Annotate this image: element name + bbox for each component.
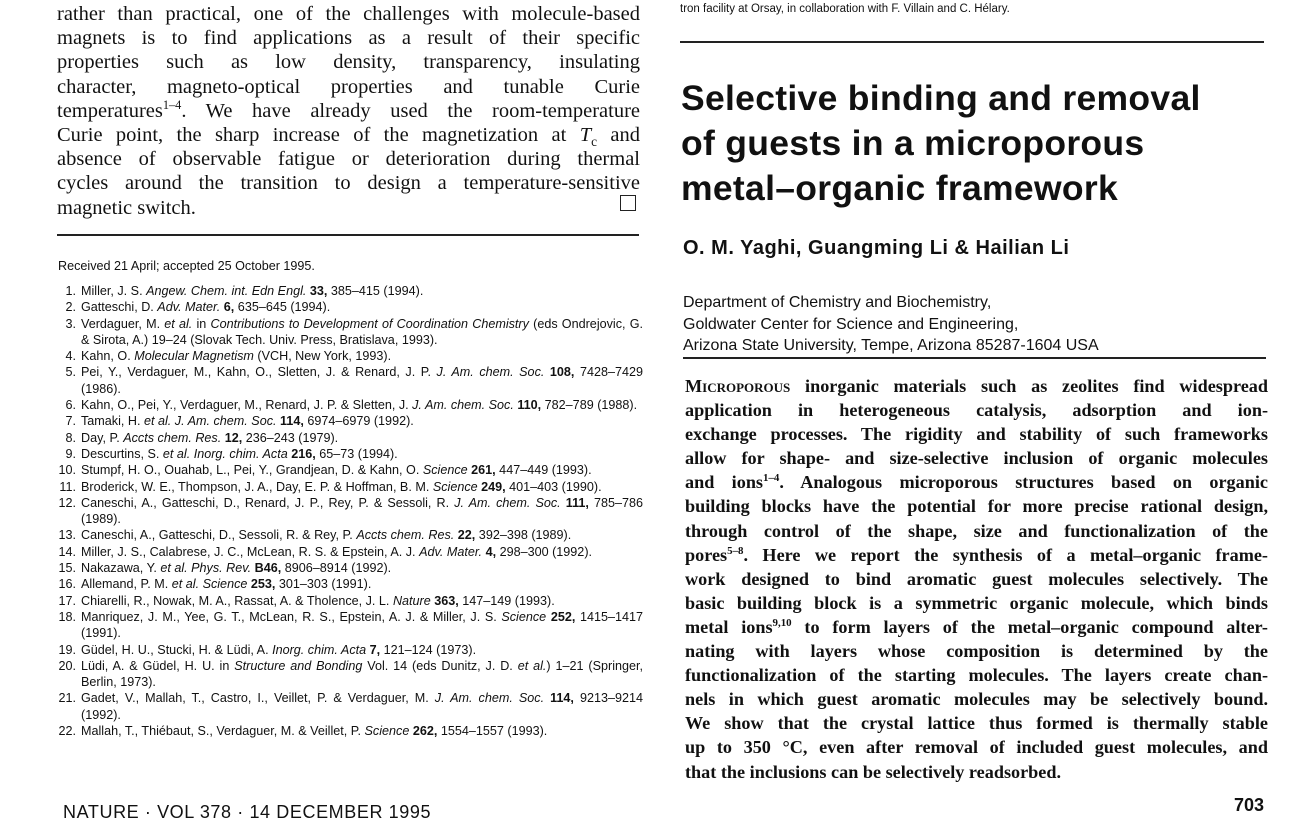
abstract-line: nels in which guest aromatic molecules may be selectively bound. [685,689,1268,710]
reference-item [58,479,643,495]
reference-item [58,690,643,723]
reference-text: Miller, J. S., Calabrese, J. C., McLean, R. S. & Epstein, A. J. Adv. Mater. 4, 298–300 (1992). [81,544,593,559]
reference-number: 14. [58,544,76,559]
abstract-line: through control of the shape, size and functionalization of the [685,520,1268,541]
reference-list [58,283,643,739]
paragraph-line: cycles around the transition to design a temperature-sensitive [57,172,640,195]
reference-text: Verdaguer, M. et al. in Contributions to Development of Coordination Chemistry (eds Ondrejovic, G. & Sirota, A.) 19–24 (Slovak Tech. Univ. Press, Bratislava, 1993). [81,316,643,347]
acknowledgement-fragment: tron facility at Orsay, in collaboration with F. Villain and C. Hélary. [680,3,1010,15]
reference-text: Kahn, O., Pei, Y., Verdaguer, M., Renard, J. P. & Sletten, J. J. Am. chem. Soc. 110, 782–789 (1988). [81,398,638,413]
reference-number: 16. [58,577,76,592]
reference-text: Gadet, V., Mallah, T., Castro, I., Veillet, P. & Verdaguer, M. J. Am. chem. Soc. 114, 9213–9214 (1992). [81,691,643,722]
reference-item [58,527,643,543]
reference-item [58,430,643,446]
reference-text: Day, P. Accts chem. Res. 12, 236–243 (1979). [81,430,339,445]
reference-item [58,348,643,364]
reference-text: Gatteschi, D. Adv. Mater. 6, 635–645 (1994). [81,300,331,315]
paragraph-line: absence of observable fatigue or deterioration during thermal [57,148,640,171]
reference-number: 22. [58,724,76,739]
end-of-article-box [620,195,636,211]
reference-item [58,364,643,397]
reference-number: 13. [58,528,76,543]
reference-text: Pei, Y., Verdaguer, M., Kahn, O., Sletten, J. & Renard, J. P. J. Am. chem. Soc. 108, 7428–7429 (1986). [81,365,644,396]
reference-text: Stumpf, H. O., Ouahab, L., Pei, Y., Grandjean, D. & Kahn, O. Science 261, 447–449 (1993). [81,463,592,478]
abstract-line: functionalization of the starting molecules. The layers create chan- [685,665,1268,686]
reference-item [58,397,643,413]
reference-number: 3. [65,316,76,331]
citation-superscript: 5–8 [727,544,744,557]
abstract-line: that the inclusions can be selectively readsorbed. [685,761,1062,782]
reference-text: Güdel, H. U., Stucki, H. & Lüdi, A. Inorg. chim. Acta 7, 121–124 (1973). [81,642,477,657]
abstract-line: and ions$^{1-4}$. Analogous microporous structures based on organic [685,472,1268,493]
abstract-line: metal ions$^{9,10}$ to form layers of the metal–organic compound alter- [685,616,1268,637]
reference-text: Manriquez, J. M., Yee, G. T., McLean, R. S., Epstein, A. J. & Miller, J. S. Science 252, 1415–1417 (1991). [81,609,643,641]
left-column-paragraph [57,2,640,220]
citation-superscript: 1–4 [162,98,182,112]
divider [680,41,1264,43]
abstract-line: up to 350 °C, even after removal of included guest molecules, and [685,737,1268,758]
reference-item [58,576,643,592]
abstract-line: building blocks have the potential for more precise rational design, [685,496,1268,517]
abstract-line: application in heterogeneous catalysis, adsorption and ion- [685,400,1268,421]
reference-number: 2. [65,300,76,315]
reference-number: 10. [58,463,76,478]
reference-number: 9. [65,446,76,461]
abstract [685,374,1268,784]
reference-item [58,593,643,609]
paragraph-line: temperatures$^{1-4}$. We have already used the room-temperature [57,98,640,122]
paragraph-line: magnetic switch. [57,196,196,219]
reference-item [58,723,643,739]
paragraph-line: character, magneto-optical properties and tunable Curie [57,75,640,98]
reference-text: Nakazawa, Y. et al. Phys. Rev. B46, 8906–8914 (1992). [81,561,392,576]
reference-number: 11. [59,479,76,494]
abstract-line: exchange processes. The rigidity and stability of such frameworks [685,424,1268,445]
reference-text: Mallah, T., Thiébaut, S., Verdaguer, M. & Veillet, P. Science 262, 1554–1557 (1993). [81,724,548,739]
title-line: metal–organic framework [681,168,1119,208]
reference-item [58,609,643,642]
paragraph-line: Curie point, the sharp increase of the magnetization at $T_c$ and [57,123,640,148]
title-line: Selective binding and removal [681,78,1201,118]
reference-text: Caneschi, A., Gatteschi, D., Renard, J. P., Rey, P. & Sessoli, R. J. Am. chem. Soc. 111, 785–786 (1989). [81,495,644,527]
reference-text: Miller, J. S. Angew. Chem. int. Edn Engl. 33, 385–415 (1994). [81,284,424,298]
affiliation-line: Goldwater Center for Science and Engineering, [683,315,1019,333]
reference-text: Allemand, P. M. et al. Science 253, 301–303 (1991). [81,577,372,592]
reference-text: Descurtins, S. et al. Inorg. chim. Acta 216, 65–73 (1994). [81,446,398,461]
reference-item [58,462,643,478]
citation-superscript: 9,10 [772,616,792,629]
title-line: of guests in a microporous [681,123,1145,163]
paragraph-line: rather than practical, one of the challenges with molecule-based [57,3,640,25]
reference-number: 8. [65,430,76,445]
divider [57,234,639,236]
reference-item [58,658,643,691]
reference-item [58,446,643,462]
abstract-line: basic building block is a symmetric organic molecule, which binds [685,592,1268,613]
reference-text: Caneschi, A., Gatteschi, D., Sessoli, R. & Rey, P. Accts chem. Res. 22, 392–398 (1989). [81,528,572,543]
reference-number: 15. [58,561,76,576]
abstract-line: pores$^{5-8}$. Here we report the synthesis of a metal–organic frame- [685,544,1268,565]
received-date: Received 21 April; accepted 25 October 1995. [58,259,315,273]
reference-item [58,560,643,576]
reference-number: 1. [65,284,76,298]
reference-text: Tamaki, H. et al. J. Am. chem. Soc. 114, 6974–6979 (1992). [81,414,414,429]
reference-number: 18. [58,609,76,624]
abstract-line: allow for shape- and size-selective inclusion of organic molecules [685,448,1268,469]
reference-item [58,316,643,349]
affiliation-line: Arizona State University, Tempe, Arizona 85287-1604 USA [683,337,1099,354]
reference-text: Lüdi, A. & Güdel, H. U. in Structure and Bonding Vol. 14 (eds Dunitz, J. D. et al.) 1–21 (Springer, Berlin, 1973). [81,658,643,690]
reference-item [58,642,643,658]
reference-number: 21. [58,691,76,706]
reference-text: Broderick, W. E., Thompson, J. A., Day, E. P. & Hoffman, B. M. Science 249, 401–403 (1990). [81,479,602,494]
abstract-line: nating with layers whose composition is determined by the [685,641,1268,662]
reference-text: Kahn, O. Molecular Magnetism (VCH, New York, 1993). [81,349,392,364]
reference-number: 17. [58,593,76,608]
paragraph-line: magnets is to find applications as a result of their specific [57,27,640,50]
reference-number: 4. [65,349,76,364]
reference-text: Chiarelli, R., Nowak, M. A., Rassat, A. & Tholence, J. L. Nature 363, 147–149 (1993). [81,593,555,608]
affiliation-line: Department of Chemistry and Biochemistry, [683,294,992,311]
reference-number: 20. [58,658,76,673]
paragraph-line: properties such as low density, transparency, insulating [57,51,640,74]
reference-number: 5. [65,365,76,380]
reference-item [58,544,643,560]
author-list: O. M. Yaghi, Guangming Li & Hailian Li [683,237,1070,259]
reference-item [58,283,643,299]
journal-footer: NATURE · VOL 378 · 14 DECEMBER 1995 [63,802,432,822]
reference-item [58,413,643,429]
reference-number: 6. [65,398,76,413]
affiliation [683,292,1099,357]
page-number: 703 [1234,795,1265,815]
abstract-line: Microporous inorganic materials such as zeolites find widespread [685,376,1268,396]
reference-number: 19. [58,642,76,657]
abstract-line: work designed to bind aromatic guest molecules selectively. The [685,568,1268,589]
article-title [681,76,1281,211]
divider [683,357,1266,359]
reference-number: 7. [65,414,76,429]
reference-item [58,495,643,528]
reference-number: 12. [58,495,76,510]
reference-item [58,299,643,315]
citation-superscript: 1–4 [763,472,780,485]
abstract-line: We show that the crystal lattice thus formed is thermally stable [685,713,1268,734]
